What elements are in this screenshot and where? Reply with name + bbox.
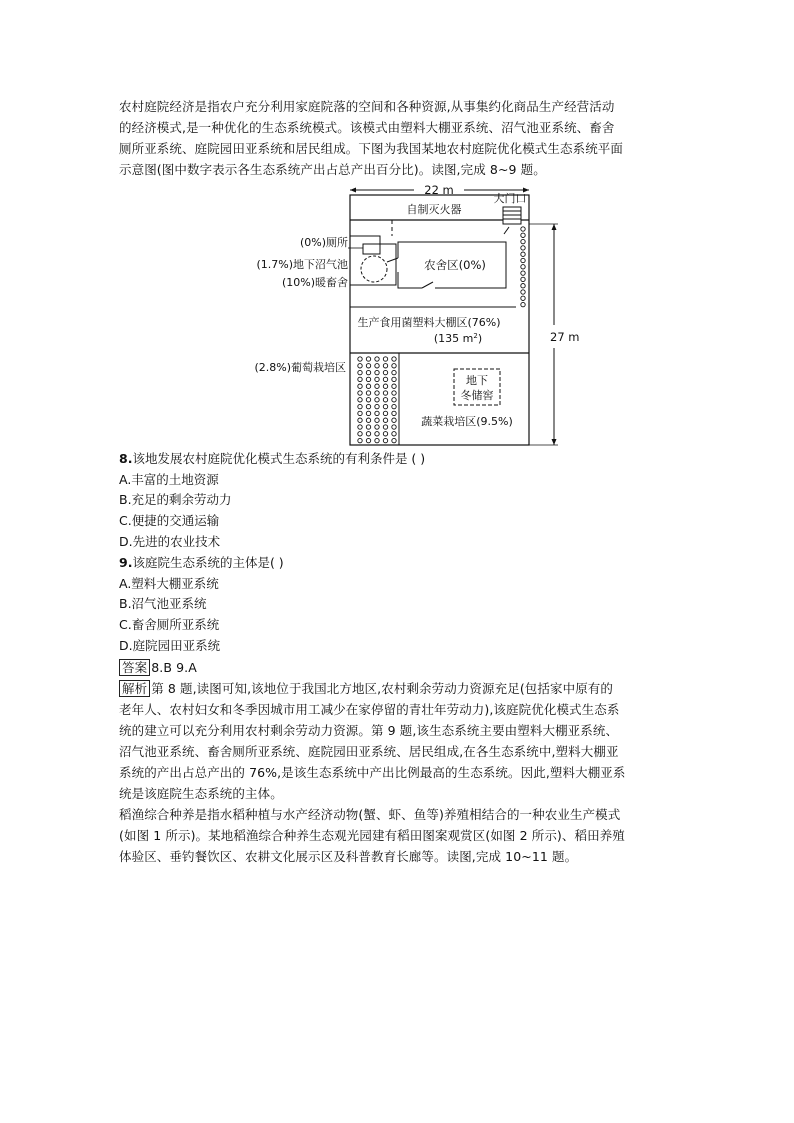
analysis-tag: 解析	[119, 680, 150, 697]
grape-dot	[366, 404, 370, 408]
grape-dot	[375, 398, 379, 402]
tree-dot	[521, 233, 525, 237]
grape-dot	[358, 404, 362, 408]
question-8-option-c: C.便捷的交通运输	[119, 513, 220, 529]
toilet-box	[363, 244, 380, 254]
answer-tag: 答案	[119, 659, 150, 676]
grape-dot	[375, 404, 379, 408]
grape-dot	[366, 432, 370, 436]
grape-dot	[383, 411, 387, 415]
grape-label: (2.8%)葡萄栽培区	[254, 361, 346, 374]
tree-dot	[521, 252, 525, 256]
tree-dot	[521, 271, 525, 275]
cellar-label-1: 地下	[466, 374, 488, 387]
grape-dot	[392, 425, 396, 429]
grape-dot	[358, 432, 362, 436]
question-8-stem: 该地发展农村庭院优化模式生态系统的有利条件是 ( )	[132, 451, 426, 466]
grape-dot	[366, 370, 370, 374]
question-9-option-c: C.畜舍厕所亚系统	[119, 617, 220, 633]
grape-dot	[392, 357, 396, 361]
grape-dot	[392, 364, 396, 368]
question-9-option-b: B.沼气池亚系统	[119, 596, 207, 612]
question-8-option-a: A.丰富的土地资源	[119, 471, 219, 487]
greenhouse-label: 生产食用菌塑料大棚区(76%)	[357, 316, 501, 329]
grape-dot	[375, 357, 379, 361]
question-9-stem: 该庭院生态系统的主体是( )	[132, 555, 284, 570]
rice-line-2: (如图 1 所示)。某地稻渔综合种养生态观光园建有稻田图案观赏区(如图 2 所示)、稻田养殖	[119, 828, 625, 843]
intro-paragraph	[119, 96, 679, 180]
grape-dot	[383, 398, 387, 402]
grape-dot	[366, 384, 370, 388]
tree-dot	[521, 284, 525, 288]
grape-dot	[383, 364, 387, 368]
grape-dot	[392, 377, 396, 381]
livestock-label: (10%)暖畜舍	[281, 276, 348, 289]
tree-dot	[521, 277, 525, 281]
question-9-option-a: A.塑料大棚亚系统	[119, 575, 219, 591]
grape-dot	[383, 404, 387, 408]
grape-dot	[375, 364, 379, 368]
grape-dot	[392, 391, 396, 395]
tree-dot	[521, 227, 525, 231]
grape-dot	[358, 391, 362, 395]
analysis-line-2: 老年人、农村妇女和冬季因城市用工减少在家停留的青壮年劳动力),该庭院优化模式生态系	[119, 702, 620, 717]
tree-dot	[521, 265, 525, 269]
grape-dot	[358, 357, 362, 361]
rice-line-1: 稻渔综合种养是指水稻种植与水产经济动物(蟹、虾、鱼等)养殖相结合的一种农业生产模式	[119, 807, 621, 822]
grape-dot	[358, 384, 362, 388]
greenhouse-area-label: (135 $m^2$)	[433, 332, 483, 345]
grape-dot	[383, 370, 387, 374]
tree-dot	[521, 290, 525, 294]
grape-dot	[366, 391, 370, 395]
tree-dot	[521, 258, 525, 262]
question-8	[119, 449, 425, 553]
analysis-line-4: 沼气池亚系统、畜舍厕所亚系统、庭院园田亚系统、居民组成,在各生态系统中,塑料大棚亚	[119, 744, 619, 759]
grape-dot	[375, 391, 379, 395]
grape-dot	[392, 411, 396, 415]
analysis-line-3: 统的建立可以充分利用农村剩余劳动力资源。第 9 题,该生态系统主要由塑料大棚亚系统、	[119, 723, 619, 738]
grape-dot	[366, 418, 370, 422]
grape-dot	[358, 425, 362, 429]
answer-analysis	[119, 657, 679, 867]
grape-dot	[392, 398, 396, 402]
farmhouse-label: 农舍区(0%)	[424, 258, 486, 272]
grape-dot	[375, 411, 379, 415]
grape-dot	[358, 377, 362, 381]
grape-dot	[358, 370, 362, 374]
grape-dot	[383, 425, 387, 429]
width-label: 22 m	[424, 183, 454, 197]
cellar-label-2: 冬储窖	[460, 389, 494, 402]
biogas-label: (1.7%)地下沼气池	[256, 258, 348, 271]
fruit-tree-row	[521, 227, 525, 307]
height-label: 27 m	[550, 330, 580, 344]
intro-line-3: 厕所亚系统、庭院园田亚系统和居民组成。下图为我国某地农村庭院优化模式生态系统平面	[119, 141, 624, 156]
grape-dot	[375, 384, 379, 388]
grape-dot	[375, 425, 379, 429]
grape-dot	[392, 432, 396, 436]
grape-dot	[358, 418, 362, 422]
tree-dot	[521, 239, 525, 243]
tree-dot	[521, 246, 525, 250]
grape-dot	[383, 432, 387, 436]
grape-dot	[392, 404, 396, 408]
grape-dot	[392, 438, 396, 442]
grape-dot	[358, 398, 362, 402]
grape-dot	[383, 438, 387, 442]
toilet-label: (0%)厕所	[299, 236, 348, 249]
analysis-line-1: 第 8 题,读图可知,该地位于我国北方地区,农村剩余劳动力资源充足(包括家中原有的	[151, 681, 614, 696]
grape-dot	[366, 398, 370, 402]
grape-dot	[366, 357, 370, 361]
grape-dot	[375, 377, 379, 381]
question-9-option-d: D.庭院园田亚系统	[119, 637, 221, 653]
grape-dot	[383, 384, 387, 388]
grape-dot	[383, 391, 387, 395]
question-8-option-d: D.先进的农业技术	[119, 533, 221, 549]
grape-dot	[383, 418, 387, 422]
question-8-number: 8.	[119, 451, 133, 466]
grape-dot	[392, 384, 396, 388]
courtyard-plan-figure	[236, 180, 580, 450]
grape-dot	[383, 357, 387, 361]
livestock-shed	[350, 236, 396, 285]
analysis-line-5: 系统的产出占总产出的 76%,是该生态系统中产出比例最高的生态系统。因此,塑料大棚亚系	[119, 765, 626, 780]
intro-line-4: 示意图(图中数字表示各生态系统产出占总产出百分比)。读图,完成 8~9 题。	[119, 162, 546, 177]
grape-dot	[366, 411, 370, 415]
grape-dot	[375, 370, 379, 374]
grape-dot	[392, 418, 396, 422]
gate-label: 大门口	[493, 192, 527, 205]
question-8-option-b: B.充足的剩余劳动力	[119, 492, 232, 508]
grape-dot	[358, 411, 362, 415]
intro-line-2: 的经济模式,是一种优化的生态系统模式。该模式由塑料大棚亚系统、沼气池亚系统、畜舍	[119, 120, 615, 135]
tree-dot	[521, 302, 525, 306]
grape-dot	[392, 370, 396, 374]
grape-dot	[383, 377, 387, 381]
grape-dot	[366, 364, 370, 368]
answer-text: 8.B 9.A	[151, 660, 197, 675]
grape-planting-grid	[358, 357, 396, 443]
intro-line-1: 农村庭院经济是指农户充分利用家庭院落的空间和各种资源,从事集约化商品生产经营活动	[119, 99, 615, 114]
rice-line-3: 体验区、垂钓餐饮区、农耕文化展示区及科普教育长廊等。读图,完成 10~11 题。	[119, 849, 578, 864]
question-9-number: 9.	[119, 555, 133, 570]
tree-dot	[521, 296, 525, 300]
grape-dot	[375, 432, 379, 436]
biogas-pit	[361, 256, 387, 282]
analysis-line-6: 统是该庭院生态系统的主体。	[119, 786, 283, 801]
vegetable-label: 蔬菜栽培区(9.5%)	[421, 415, 513, 428]
grape-dot	[366, 425, 370, 429]
grape-dot	[358, 438, 362, 442]
grape-dot	[358, 364, 362, 368]
question-9	[119, 553, 284, 657]
grape-dot	[375, 438, 379, 442]
grape-dot	[375, 418, 379, 422]
grape-dot	[366, 377, 370, 381]
grape-dot	[366, 438, 370, 442]
extinguisher-label: 自制灭火器	[406, 203, 462, 216]
